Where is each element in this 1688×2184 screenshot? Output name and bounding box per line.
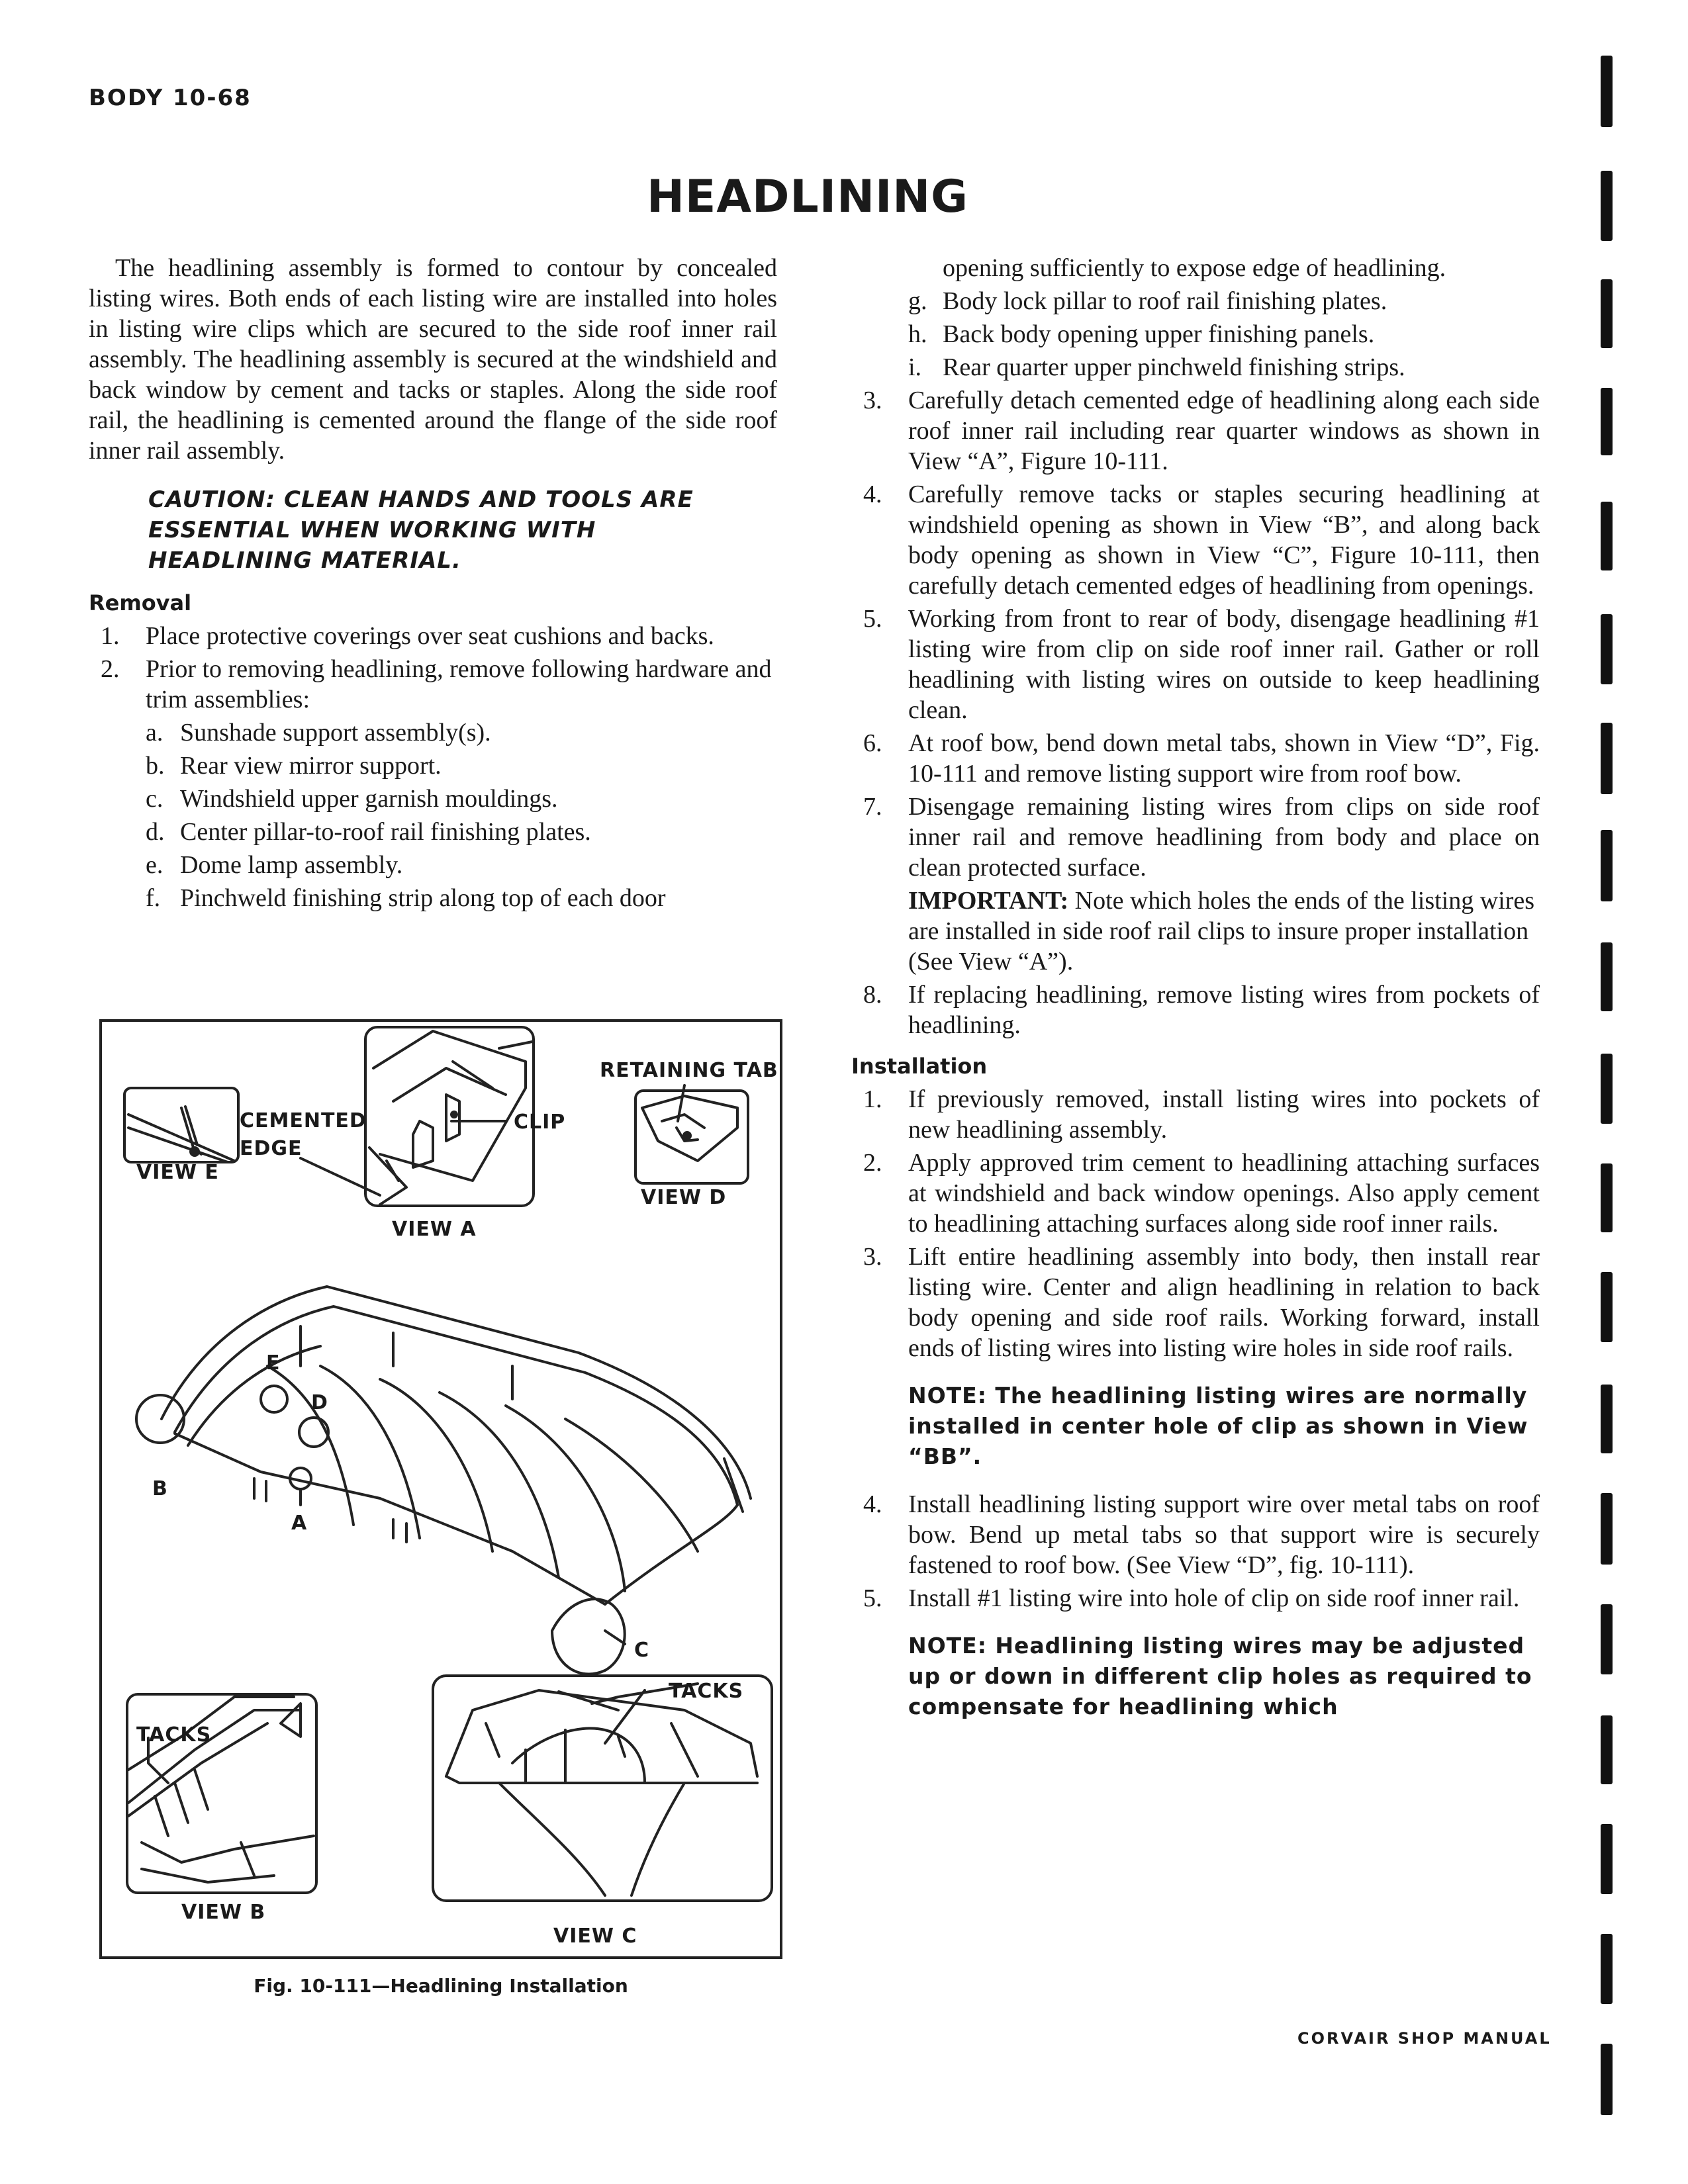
label-c: C: [634, 1639, 650, 1662]
label-edge: EDGE: [240, 1137, 303, 1160]
removal-step-8: [851, 979, 1540, 1040]
margin-bar: [1601, 614, 1613, 684]
step-number: 5.: [863, 605, 882, 633]
step-number: 4.: [863, 1490, 882, 1518]
label-tacks-b: TACKS: [136, 1723, 212, 1747]
step-text: Install headlining listing support wire over metal tabs on roof bow. Bend up metal tabs so that support wire is securely fastened to roof bow. (See View “D”, fig. 10-111).: [908, 1490, 1540, 1579]
page-header: BODY 10-68: [89, 85, 252, 111]
step-number: 3.: [863, 387, 882, 414]
step-number: 6.: [863, 729, 882, 757]
removal-sub-d: [89, 817, 777, 847]
intro-paragraph: The headlining assembly is formed to contour by concealed listing wires. Both ends of each listing wire are installed into holes in listing wire clips which are secured to the side roof inner rail assembly. The headlining assembly is secured at the windshield and back window by cement and tacks or staples. Along the side roof rail, the headlining is cemented around the flange of the side roof inner rail assembly.: [89, 254, 777, 465]
important-label: IMPORTANT:: [908, 887, 1069, 915]
step-number: 7.: [863, 793, 882, 821]
margin-bar: [1601, 1272, 1613, 1342]
sub-letter: f.: [146, 884, 161, 912]
margin-bar: [1601, 1934, 1613, 2004]
margin-bar: [1601, 1054, 1613, 1124]
view-e-drawing: [124, 1088, 238, 1162]
step-number: 2.: [101, 655, 120, 683]
installation-step-1: [851, 1084, 1540, 1145]
sub-text: Body lock pillar to roof rail finishing plates.: [943, 287, 1387, 315]
page-footer: CORVAIR SHOP MANUAL: [1297, 2029, 1552, 2048]
label-view-b: VIEW B: [181, 1901, 266, 1924]
margin-bar: [1601, 502, 1613, 570]
sub-letter: h.: [908, 320, 927, 348]
label-d: D: [311, 1391, 328, 1414]
removal-sub-b: [89, 751, 777, 781]
margin-bar: [1601, 1604, 1613, 1674]
removal-step-1: [89, 621, 777, 651]
removal-heading: Removal: [89, 590, 192, 615]
sub-text: Center pillar-to-roof rail finishing plates.: [180, 818, 591, 846]
removal-sub-h: [851, 319, 1540, 349]
removal-step-5: [851, 604, 1540, 725]
removal-sub-f: [89, 883, 777, 913]
step-number: 1.: [863, 1085, 882, 1113]
removal-sub-i: [851, 352, 1540, 383]
margin-bar: [1601, 830, 1613, 901]
label-e: E: [266, 1351, 281, 1375]
step-number: 2.: [863, 1149, 882, 1177]
sub-letter: c.: [146, 785, 164, 813]
step-text: Carefully detach cemented edge of headlining along each side roof inner rail including rear quarter windows as shown in View “A”, Figure 10-111.: [908, 387, 1540, 475]
sub-text: Rear view mirror support.: [180, 752, 442, 780]
figure-caption: Fig. 10-111—Headlining Installation: [254, 1975, 628, 1997]
step-number: 3.: [863, 1243, 882, 1271]
sub-letter: a.: [146, 719, 164, 747]
removal-sub-g: [851, 286, 1540, 316]
label-retaining-tab: RETAINING TAB: [600, 1059, 778, 1082]
step-text: Lift entire headlining assembly into body, then install rear listing wire. Center and align headlining in relation to back body opening and side roof rails. Working forward, install ends of listing wires into listing wire holes in side roof rails.: [908, 1243, 1540, 1362]
removal-step-2: [89, 654, 777, 715]
caution-note: CAUTION: CLEAN HANDS AND TOOLS ARE ESSENTIAL WHEN WORKING WITH HEADLINING MATERIAL.: [148, 486, 694, 574]
step-number: 1.: [101, 622, 120, 650]
margin-bar: [1601, 388, 1613, 455]
step-number: 5.: [863, 1584, 882, 1612]
sub-text: Rear quarter upper pinchweld finishing strips.: [943, 353, 1405, 381]
margin-bar: [1601, 1824, 1613, 1894]
margin-bar: [1601, 171, 1613, 241]
margin-bar: [1601, 56, 1613, 127]
cemented-edge-leader: [301, 1158, 380, 1195]
step-text: Prior to removing headlining, remove following hardware and trim assemblies:: [146, 655, 772, 713]
installation-note-1: NOTE: The headlining listing wires are normally installed in center hole of clip as shown in View “BB”.: [908, 1383, 1528, 1469]
step-number: 4.: [863, 480, 882, 508]
important-note: [908, 886, 1540, 977]
left-column: [89, 253, 777, 916]
margin-bar: [1601, 1163, 1613, 1232]
installation-step-2: [851, 1148, 1540, 1239]
view-a-drawing: [365, 1027, 534, 1206]
roof-panel-drawing: [136, 1287, 751, 1674]
step-text: Place protective coverings over seat cushions and backs.: [146, 622, 714, 650]
installation-note-2: NOTE: Headlining listing wires may be adjusted up or down in different clip holes as required to compensate for headlining which: [908, 1633, 1532, 1719]
step-text: Carefully remove tacks or staples securing headlining at windshield opening as shown in View “B”, and along back body opening as shown in View “C”, Figure 10-111, then carefully detach cemented edges of headlining from openings.: [908, 480, 1540, 600]
sub-letter: b.: [146, 752, 165, 780]
removal-step-7: [851, 792, 1540, 883]
step-text: Apply approved trim cement to headlining attaching surfaces at windshield and back window openings. Also apply cement to headlining attaching surfaces along side roof inner rails.: [908, 1149, 1540, 1238]
step-text: If replacing headlining, remove listing wires from pockets of headlining.: [908, 981, 1540, 1039]
label-view-d: VIEW D: [641, 1186, 727, 1209]
sub-letter: e.: [146, 851, 164, 879]
sub-letter: d.: [146, 818, 165, 846]
sub-text: Sunshade support assembly(s).: [180, 719, 491, 747]
step-text: If previously removed, install listing wires into pockets of new headlining assembly.: [908, 1085, 1540, 1144]
step-number: 8.: [863, 981, 882, 1009]
sub-letter: i.: [908, 353, 922, 381]
margin-bar: [1601, 279, 1613, 348]
label-b: B: [152, 1477, 168, 1500]
label-view-c: VIEW C: [553, 1925, 637, 1948]
right-column: [851, 253, 1540, 1739]
removal-step-4: [851, 479, 1540, 601]
sub-f-continued: opening sufficiently to expose edge of headlining.: [943, 254, 1446, 282]
step-text: At roof bow, bend down metal tabs, shown in View “D”, Fig. 10-111 and remove listing support wire from roof bow.: [908, 729, 1540, 788]
margin-bar: [1601, 2044, 1613, 2115]
sub-text: Dome lamp assembly.: [180, 851, 403, 879]
view-d-drawing: [635, 1085, 748, 1183]
sub-text: Pinchweld finishing strip along top of each door: [180, 884, 666, 912]
label-cemented: CEMENTED: [240, 1109, 367, 1132]
sub-text: Windshield upper garnish mouldings.: [180, 785, 558, 813]
removal-sub-e: [89, 850, 777, 880]
margin-bar: [1601, 1385, 1613, 1453]
sub-letter: g.: [908, 287, 927, 315]
view-c-drawing: [433, 1676, 772, 1901]
margin-bar: [1601, 942, 1613, 1011]
margin-bar: [1601, 723, 1613, 794]
installation-step-4: [851, 1489, 1540, 1580]
installation-step-5: [851, 1583, 1540, 1614]
margin-bar: [1601, 1493, 1613, 1565]
step-text: Disengage remaining listing wires from clips on side roof inner rail and remove headlining from body and place on clean protected surface.: [908, 793, 1540, 882]
removal-sub-c: [89, 784, 777, 814]
step-text: Working from front to rear of body, disengage headlining #1 listing wire from clip on side roof inner rail. Gather or roll headlining with listing wires on outside to keep headlining clean.: [908, 605, 1540, 724]
installation-step-3: [851, 1242, 1540, 1363]
step-text: Install #1 listing wire into hole of clip on side roof inner rail.: [908, 1584, 1520, 1612]
removal-sub-a: [89, 717, 777, 748]
removal-step-6: [851, 728, 1540, 789]
important-text: Note which holes the ends of the listing wires are installed in side roof rail clips to insure proper installation (See View “A”).: [908, 887, 1535, 976]
label-a: A: [291, 1512, 308, 1535]
sub-text: Back body opening upper finishing panels.: [943, 320, 1375, 348]
label-view-a: VIEW A: [392, 1218, 477, 1241]
label-tacks-c: TACKS: [669, 1680, 744, 1703]
figure-10-111: [99, 1019, 782, 1959]
installation-heading: Installation: [851, 1054, 988, 1079]
margin-bar: [1601, 1715, 1613, 1784]
label-view-e: VIEW E: [136, 1161, 219, 1184]
removal-step-3: [851, 385, 1540, 477]
label-clip: CLIP: [514, 1111, 566, 1134]
page-title: HEADLINING: [647, 171, 968, 223]
